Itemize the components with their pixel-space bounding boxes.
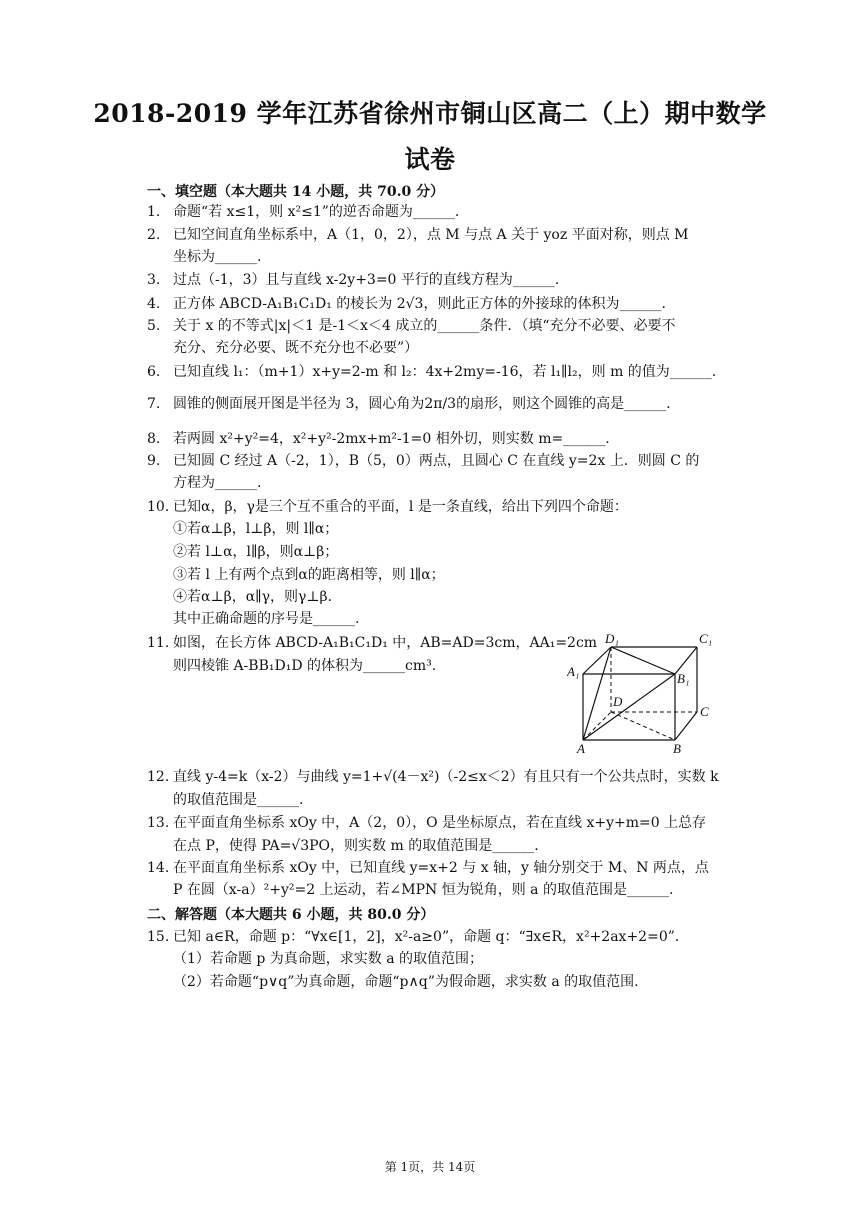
edge-ab1 (583, 674, 675, 740)
question-text: 若两圆 x²+y²=4，x²+y²-2mx+m²-1=0 相外切，则实数 m=______. (173, 431, 610, 447)
question-number: 10. (147, 499, 170, 515)
question-text-continued: 方程为______. (173, 475, 262, 491)
question-number: 8. (147, 431, 161, 447)
question-text: 过点（-1，3）且与直线 x-2y+3=0 平行的直线方程为______. (173, 272, 560, 288)
question-number: 14. (147, 860, 170, 876)
section-heading-fill: 一、填空题（本大题共 14 小题，共 70.0 分） (147, 184, 445, 200)
question-number: 6. (147, 364, 161, 380)
proposition-2: ②若 l⊥α，l∥β，则α⊥β； (173, 544, 339, 560)
question-text: 已知α，β，γ是三个互不重合的平面，l 是一条直线，给出下列四个命题： (173, 499, 628, 515)
question-text-continued: 充分、充分必要、既不充分也不必要”） (173, 340, 419, 356)
question-number: 7. (147, 396, 161, 412)
sub-question-2: （2）若命题“p∨q”为真命题，命题“p∧q”为假命题，求实数 a 的取值范围. (173, 974, 639, 990)
question-text-continued: 在点 P，使得 PA=√3PO，则实数 m 的取值范围是______. (173, 838, 539, 854)
question-text: 圆锥的侧面展开图是半径为 3，圆心角为2π/3的扇形，则这个圆锥的高是______. (173, 396, 671, 412)
sub-question-1: （1）若命题 p 为真命题，求实数 a 的取值范围； (173, 951, 484, 967)
edge-d1b1 (611, 647, 675, 674)
question-text: 已知直线 l₁：（m+1）x+y=2-m 和 l₂：4x+2my=-16，若 l₁∥l₂，则 m 的值为______. (173, 364, 717, 380)
question-text-continued: 其中正确命题的序号是______. (173, 611, 360, 627)
proposition-1: ①若α⊥β，l⊥β，则 l∥α； (173, 521, 339, 537)
cuboid-figure (567, 628, 717, 758)
question-text: 已知 a∈R，命题 p：“∀x∈[1，2]，x²-a≥0”，命题 q：“∃x∈R，x²+2ax+2=0”． (173, 929, 689, 945)
question-number: 1. (147, 204, 161, 220)
label-d: D (613, 694, 623, 709)
question-text-continued: 的取值范围是______. (173, 792, 304, 808)
question-text-continued: 坐标为______. (173, 249, 262, 265)
question-text: 直线 y-4=k（x-2）与曲线 y=1+√(4－x²)（-2≤x＜2）有且只有一个公共点时，实数 k (173, 769, 719, 785)
question-text: 已知空间直角坐标系中，A（1，0，2），点 M 与点 A 关于 yoz 平面对称，则点 M (173, 227, 689, 243)
label-d1: D₁ (605, 631, 619, 646)
proposition-3: ③若 l 上有两个点到α的距离相等，则 l∥α； (173, 567, 445, 583)
question-text: 关于 x 的不等式|x|＜1 是-1＜x＜4 成立的______条件．（填“充分不必要、必要不 (173, 318, 676, 334)
question-number: 4. (147, 296, 161, 312)
question-number: 2. (147, 227, 161, 243)
page-footer: 第 1页，共 14页 (384, 1160, 476, 1174)
question-number: 5. (147, 318, 161, 334)
proposition-4: ④若α⊥β，α∥γ，则γ⊥β． (173, 589, 342, 605)
section-heading-solve: 二、解答题（本大题共 6 小题，共 80.0 分） (147, 907, 435, 923)
label-a: A (577, 741, 585, 756)
question-number: 13. (147, 815, 170, 831)
question-text: 在平面直角坐标系 xOy 中，A（2，0），O 是坐标原点，若在直线 x+y+m=0 上总存 (173, 815, 707, 831)
question-number: 11. (147, 635, 170, 651)
question-number: 15. (147, 929, 170, 945)
label-b: B (673, 741, 681, 756)
question-number: 12. (147, 769, 170, 785)
question-text: 已知圆 C 经过 A（-2，1），B（5，0）两点，且圆心 C 在直线 y=2x 上．则圆 C 的 (173, 453, 700, 469)
label-a1: A₁ (567, 664, 580, 679)
hidden-edge-db (611, 712, 675, 740)
title-line-1: 2018-2019 学年江苏省徐州市铜山区高二（上）期中数学 (93, 99, 767, 128)
edge-cb (675, 712, 697, 740)
question-text: 如图，在长方体 ABCD-A₁B₁C₁D₁ 中，AB=AD=3cm，AA₁=2cm (173, 635, 598, 651)
question-text: 在平面直角坐标系 xOy 中，已知直线 y=x+2 与 x 轴，y 轴分别交于 M、N 两点，点 (173, 860, 709, 876)
label-c1: C₁ (699, 631, 713, 646)
question-text-continued: 则四棱锥 A-BB₁D₁D 的体积为______cm³. (173, 658, 437, 674)
question-text-continued: P 在圆（x-a）²+y²=2 上运动，若∠MPN 恒为锐角，则 a 的取值范围是______. (173, 882, 674, 898)
label-c: C (700, 704, 709, 719)
question-number: 9. (147, 453, 161, 469)
edge-c1b1 (675, 647, 697, 674)
question-number: 3. (147, 272, 161, 288)
title-line-2: 试卷 (404, 145, 456, 174)
question-text: 命题“若 x≤1，则 x²≤1”的逆否命题为______. (173, 204, 460, 220)
question-text: 正方体 ABCD-A₁B₁C₁D₁ 的棱长为 2√3，则此正方体的外接球的体积为______. (173, 296, 666, 312)
label-b1: B₁ (677, 671, 690, 686)
